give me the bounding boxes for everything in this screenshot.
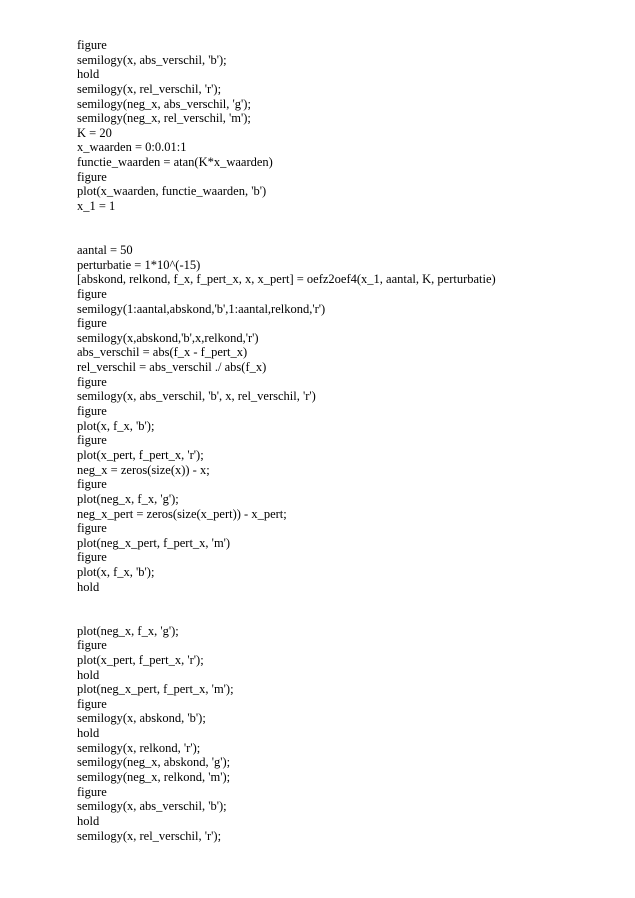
code-line: figure [77,286,107,301]
code-line: semilogy(x, abskond, 'b'); [77,711,206,726]
code-line: semilogy(x,abskond,'b',x,relkond,'r') [77,330,259,345]
code-line: plot(x, f_x, 'b'); [77,565,155,580]
blank-line [77,228,496,243]
code-line: hold [77,667,100,682]
code-line: neg_x_pert = zeros(size(x_pert)) - x_pert; [77,506,287,521]
code-line: figure [77,433,107,448]
code-line: figure [77,784,107,799]
code-line: semilogy(x, rel_verschil, 'r'); [77,81,222,96]
code-line: plot(x, f_x, 'b'); [77,418,155,433]
blank-line [77,214,496,229]
code-line: semilogy(neg_x, abskond, 'g'); [77,755,231,770]
code-line: figure [77,696,107,711]
code-line: plot(neg_x, f_x, 'g'); [77,491,179,506]
code-line: semilogy(x, abs_verschil, 'b'); [77,799,227,814]
code-line: hold [77,726,100,741]
code-line: plot(neg_x, f_x, 'g'); [77,623,179,638]
code-listing [77,38,496,843]
code-line: hold [77,67,100,82]
code-line: neg_x = zeros(size(x)) - x; [77,462,210,477]
code-line: semilogy(neg_x, abs_verschil, 'g'); [77,96,251,111]
code-line: semilogy(neg_x, relkond, 'm'); [77,770,231,785]
code-line: K = 20 [77,125,112,140]
code-line: abs_verschil = abs(f_x - f_pert_x) [77,345,248,360]
code-line: figure [77,477,107,492]
code-line: plot(x_pert, f_pert_x, 'r'); [77,652,204,667]
code-line: semilogy(x, relkond, 'r'); [77,740,201,755]
code-line: figure [77,550,107,565]
code-line: semilogy(x, abs_verschil, 'b', x, rel_verschil, 'r') [77,389,316,404]
code-line: perturbatie = 1*10^(-15) [77,257,201,272]
code-line: figure [77,404,107,419]
blank-line [77,609,496,624]
code-line: figure [77,169,107,184]
code-line: plot(neg_x_pert, f_pert_x, 'm') [77,535,231,550]
code-line: functie_waarden = atan(K*x_waarden) [77,155,273,170]
code-line: semilogy(x, abs_verschil, 'b'); [77,52,227,67]
code-line: semilogy(x, rel_verschil, 'r'); [77,828,222,843]
code-line: figure [77,374,107,389]
code-line: plot(x_pert, f_pert_x, 'r'); [77,447,204,462]
code-line: semilogy(1:aantal,abskond,'b',1:aantal,relkond,'r') [77,301,326,316]
code-line: figure [77,316,107,331]
blank-line [77,594,496,609]
code-line: figure [77,38,107,52]
code-line: x_1 = 1 [77,199,116,214]
code-line: rel_verschil = abs_verschil ./ abs(f_x) [77,360,267,375]
code-line: figure [77,638,107,653]
code-line: aantal = 50 [77,242,133,257]
code-line: [abskond, relkond, f_x, f_pert_x, x, x_pert] = oefz2oef4(x_1, aantal, K, perturbatie) [77,272,496,287]
code-line: figure [77,521,107,536]
code-line: plot(x_waarden, functie_waarden, 'b') [77,184,267,199]
code-line: hold [77,813,100,828]
code-line: semilogy(neg_x, rel_verschil, 'm'); [77,111,251,126]
code-line: hold [77,579,100,594]
code-line: x_waarden = 0:0.01:1 [77,140,187,155]
code-line: plot(neg_x_pert, f_pert_x, 'm'); [77,682,234,697]
